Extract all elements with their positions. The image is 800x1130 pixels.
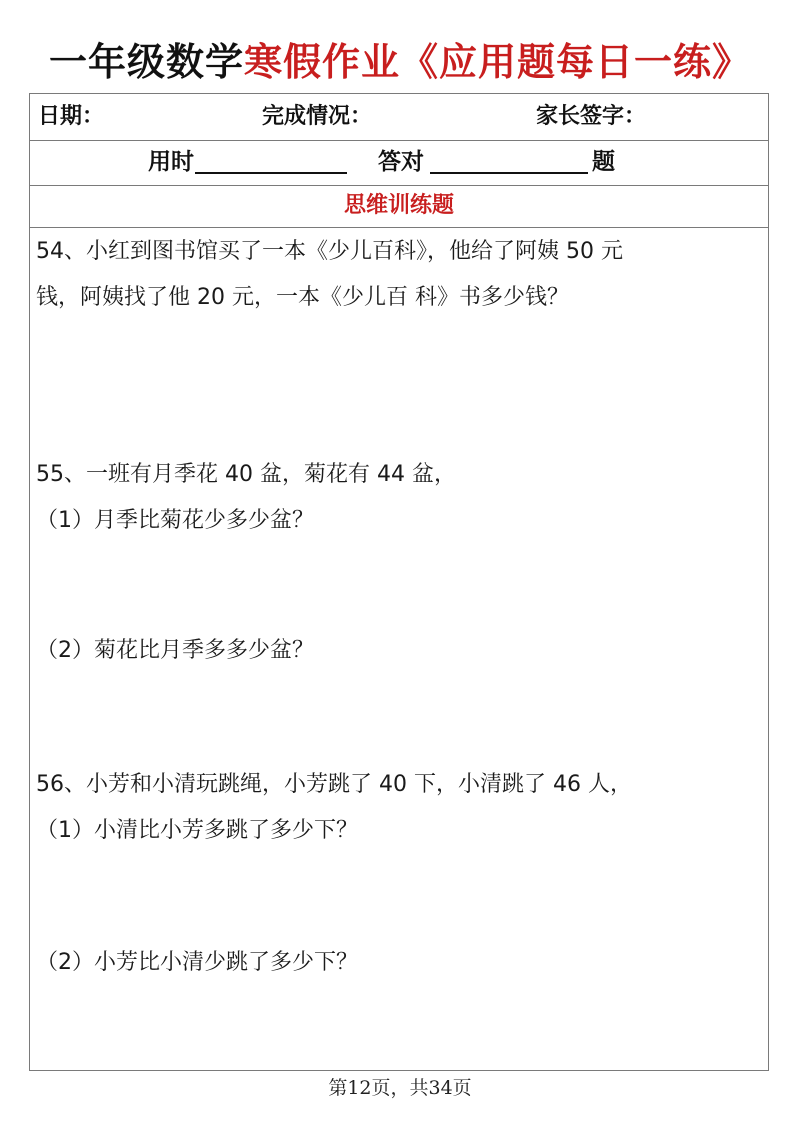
date-label: 日期： (38, 104, 105, 129)
question-54-line2: 钱，阿姨找了他 20 元，一本《少儿百 科》书多少钱？ (36, 285, 569, 310)
question-56-sub1: （1）小清比小芳多跳了多少下？ (36, 818, 358, 843)
correct-blank[interactable] (430, 172, 588, 174)
page-title (0, 38, 800, 86)
correct-label: 答对 (378, 149, 424, 175)
title-grade: 一年级数学 (48, 40, 244, 84)
question-56-line1: 56、小芳和小清玩跳绳，小芳跳了 40 下，小清跳了 46 人， (36, 772, 632, 797)
page-number: 第12页，共34页 (328, 1077, 472, 1099)
stats-row (30, 141, 768, 186)
time-blank[interactable] (195, 172, 347, 174)
title-homework: 寒假作业《应用题每日一练》 (244, 40, 752, 84)
question-55-sub2: （2）菊花比月季多多少盆？ (36, 638, 314, 663)
unit-label: 题 (592, 149, 615, 175)
completion-label: 完成情况： (262, 104, 373, 129)
section-row (30, 186, 768, 228)
info-row (30, 94, 768, 141)
time-label: 用时 (148, 149, 194, 175)
question-55-line1: 55、一班有月季花 40 盆，菊花有 44 盆， (36, 462, 456, 487)
question-55-sub1: （1）月季比菊花少多少盆？ (36, 508, 314, 533)
worksheet-table (29, 93, 769, 1071)
parent-signature-label: 家长签字： (536, 104, 647, 129)
section-title: 思维训练题 (343, 193, 454, 218)
question-56-sub2: （2）小芳比小清少跳了多少下？ (36, 950, 358, 975)
question-54-line1: 54、小红到图书馆买了一本《少儿百科》，他给了阿姨 50 元 (36, 239, 623, 264)
